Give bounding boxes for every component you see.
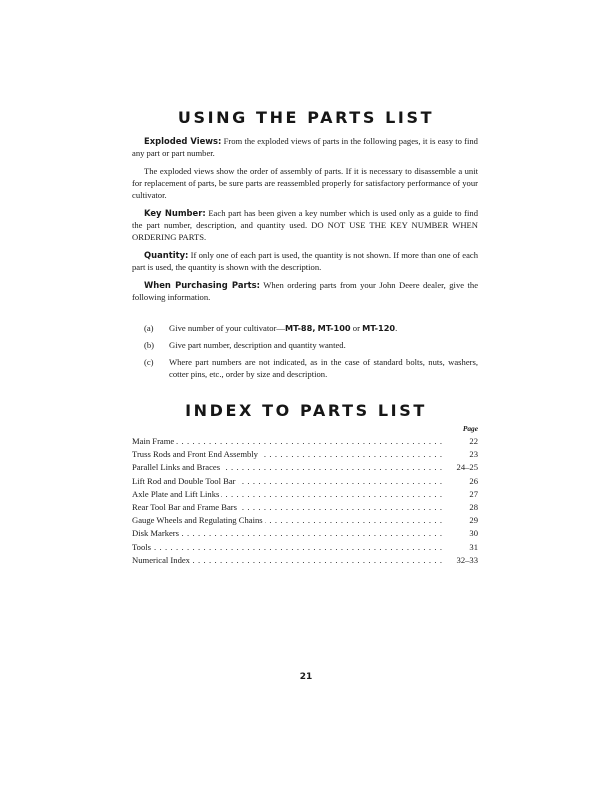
index-row xyxy=(132,541,478,554)
index-leader xyxy=(132,448,442,461)
index-leader xyxy=(132,461,442,474)
index-table xyxy=(132,424,478,567)
index-leader xyxy=(132,488,442,501)
index-row xyxy=(132,448,478,461)
index-entry-page: 26 xyxy=(442,475,478,488)
index-entry-label: Tools xyxy=(132,541,151,552)
index-leader xyxy=(132,435,442,448)
key-number-paragraph xyxy=(132,207,478,243)
index-rows xyxy=(132,435,478,567)
index-entry-label: Truss Rods and Front End Assembly xyxy=(132,449,258,460)
section-heading-index: INDEX TO PARTS LIST xyxy=(185,401,427,420)
index-entry-label: Parallel Links and Braces xyxy=(132,462,221,473)
purchasing-lead: When Purchasing Parts: xyxy=(144,280,260,290)
exploded-views-text: From the exploded views of parts in the following pages, it is easy to find any part or part number. xyxy=(132,136,478,158)
index-entry-page: 32–33 xyxy=(442,554,478,567)
key-number-lead: Key Number: xyxy=(144,208,206,218)
list-item-text: . xyxy=(395,323,398,333)
index-row xyxy=(132,554,478,567)
list-item xyxy=(132,339,478,351)
index-leader xyxy=(132,527,442,540)
index-entry-page: 24–25 xyxy=(442,461,478,474)
index-entry-label: Axle Plate and Lift Links xyxy=(132,488,220,499)
list-marker: (a) xyxy=(144,323,154,333)
page-number: 21 xyxy=(299,672,313,682)
quantity-paragraph xyxy=(132,249,478,273)
index-entry-page: 23 xyxy=(442,448,478,461)
index-entry-label: Gauge Wheels and Regulating Chains xyxy=(132,515,263,526)
index-leader xyxy=(132,501,442,514)
index-entry-label: Rear Tool Bar and Frame Bars xyxy=(132,501,237,512)
index-entry-page: 22 xyxy=(442,435,478,448)
model-number: MT-120 xyxy=(362,323,396,333)
index-entry-page: 27 xyxy=(442,488,478,501)
key-number-text: Each part has been given a key number which is used only as a guide to find the part number, description, and quantity used. DO NOT USE THE KEY NUMBER WHEN ORDERING PARTS. xyxy=(132,208,478,242)
quantity-text: If only one of each part is used, the quantity is not shown. If more than one of each part is used, the quantity is shown with the description. xyxy=(132,250,478,272)
list-marker: (b) xyxy=(144,340,155,350)
list-item-text: Give number of your cultivator— xyxy=(169,323,285,333)
list-item-text: Give part number, description and quantity wanted. xyxy=(169,340,346,350)
list-marker: (c) xyxy=(144,357,154,367)
index-leader xyxy=(132,475,442,488)
index-entry-page: 31 xyxy=(442,541,478,554)
index-row xyxy=(132,461,478,474)
index-row xyxy=(132,435,478,448)
section-heading-using-parts-list: USING THE PARTS LIST xyxy=(177,108,435,127)
index-entry-label: Lift Rod and Double Tool Bar xyxy=(132,475,236,486)
index-row xyxy=(132,527,478,540)
index-entry-page: 28 xyxy=(442,501,478,514)
index-row xyxy=(132,488,478,501)
index-leader xyxy=(132,514,442,527)
index-entry-page: 29 xyxy=(442,514,478,527)
index-page-column-header: Page xyxy=(462,424,478,433)
exploded-views-paragraph xyxy=(132,135,478,159)
ordering-steps-list xyxy=(132,322,478,385)
model-number: MT-88, xyxy=(285,323,316,333)
exploded-views-lead: Exploded Views: xyxy=(144,136,222,146)
instructions-block xyxy=(132,135,478,303)
index-leader xyxy=(132,554,442,567)
index-row xyxy=(132,475,478,488)
index-entry-label: Main Frame xyxy=(132,436,175,446)
index-leader xyxy=(132,541,442,554)
list-item xyxy=(132,322,478,334)
index-entry-label: Disk Markers xyxy=(132,528,180,539)
purchasing-paragraph xyxy=(132,279,478,303)
assembly-order-paragraph: The exploded views show the order of assembly of parts. If it is necessary to disassemble a unit for replacement of parts, be sure parts are reassembled properly for satisfactory performance of your cultivator. xyxy=(132,166,478,200)
list-item-text: or xyxy=(350,323,363,333)
list-item-text: Where part numbers are not indicated, as in the case of standard bolts, nuts, washers, cotter pins, etc., order by size and description. xyxy=(169,357,478,379)
index-row xyxy=(132,501,478,514)
quantity-lead: Quantity: xyxy=(144,250,189,260)
model-number: MT-100 xyxy=(317,323,351,333)
purchasing-text: When ordering parts from your John Deere dealer, give the following information. xyxy=(132,280,479,302)
index-row xyxy=(132,514,478,527)
index-entry-page: 30 xyxy=(442,527,478,540)
list-item xyxy=(132,356,478,380)
index-entry-label: Numerical Index xyxy=(132,554,190,565)
